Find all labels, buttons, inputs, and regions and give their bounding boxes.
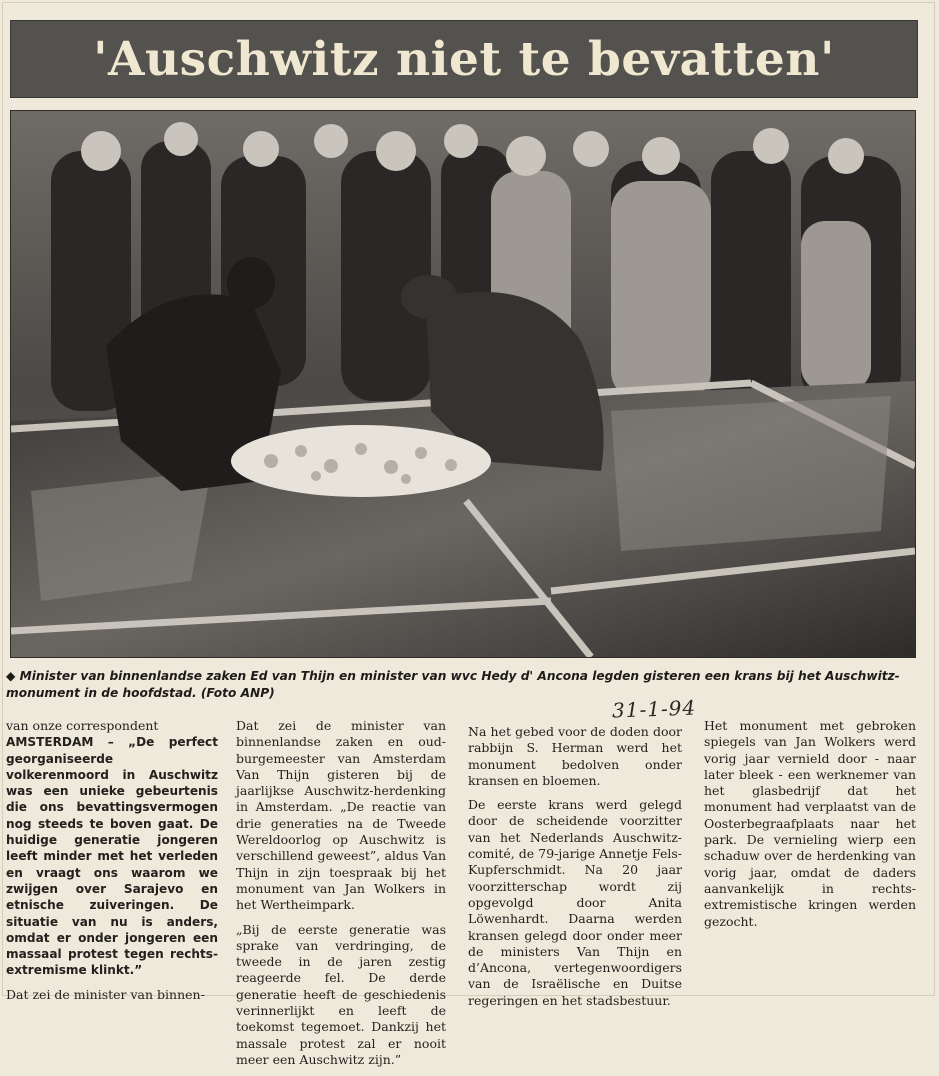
photo-caption: ◆ Minister van binnenlandse zaken Ed van Thijn en minister van wvc Hedy d' Ancona legden gisteren een krans bij het Auschwitz-monument in de hoofdstad. (Foto ANP) — [6, 669, 900, 700]
lead-text: – „De perfect georganiseerde volkerenmoord in Auschwitz was een unieke gebeurtenis die ons bevattingsvermogen nog steeds te boven gaat. De huidige generatie jongeren leeft minder met het verleden en vraagt ons waarom we zwijgen over Sarajevo en etnische zuiveringen. De situatie van nu is anders, omdat er onder jongeren een massaal protest tegen rechts-extremisme klinkt.” — [6, 735, 218, 978]
headline: 'Auschwitz niet te bevatten' — [93, 31, 835, 87]
paragraph-1: Dat zei de minister van binnenlandse zaken en oud-burgemeester van Amsterdam Van Thijn gisteren bij de jaarlijkse Auschwitz-herdenking in Amsterdam. „De reactie van drie generaties na de Tweede Wereldoorlog op Auschwitz is verschillend geweest”, aldus Van Thijn in zijn toespraak bij het monument van Jan Wolkers in het Wertheimpark. — [236, 718, 446, 913]
article-column-4 — [704, 718, 916, 938]
paragraph-2: „Bij de eerste generatie was sprake van verdringing, de tweede in de jaren zestig reageerde fel. De derde generatie heeft de geschiedenis verinnerlijkt en leeft de toekomst tegemoet. Dankzij het massale protest zal er nooit meer een Auschwitz zijn.” — [236, 921, 446, 1067]
paragraph-5: Het monument met gebroken spiegels van Jan Wolkers werd vorig jaar vernield door - naar later bleek - een werknemer van het glasbedrijf dat het monument had verplaatst van de Oosterbegraafplaats naar het park. De vernieling wierp een schaduw over de herdenking van vorig jaar, omdat de daders aanvankelijk in rechts-extremistische kringen werden gezocht. — [704, 718, 916, 929]
article-column-2 — [236, 718, 446, 1076]
handwritten-date: 31-1-94 — [611, 695, 697, 723]
dateline: AMSTERDAM — [6, 735, 94, 750]
paragraph-4: De eerste krans werd gelegd door de scheidende voorzitter van het Nederlands Auschwitz-comité, de 79-jarige Annetje Fels-Kupferschmidt. Na 20 jaar voorzitterschap wordt zij opgevolgd door Anita Löwenhardt. Daarna werden kransen gelegd door onder meer de ministers Van Thijn en d’Ancona, vertegenwoordigers van de Israëlische en Duitse regeringen en het stadsbestuur. — [468, 797, 682, 1008]
headline-banner — [10, 20, 918, 98]
photo-illustration — [11, 111, 915, 657]
news-photo — [10, 110, 916, 658]
paragraph-1-start: Dat zei de minister van binnen- — [6, 986, 205, 1002]
article-lead — [6, 734, 218, 978]
article-column-1 — [6, 718, 218, 1011]
byline: van onze correspondent — [6, 718, 159, 733]
article-column-3 — [468, 718, 682, 1017]
paragraph-3: Na het gebed voor de doden door rabbijn S. Herman werd het monument bedolven onder kransen en bloemen. — [468, 724, 682, 788]
